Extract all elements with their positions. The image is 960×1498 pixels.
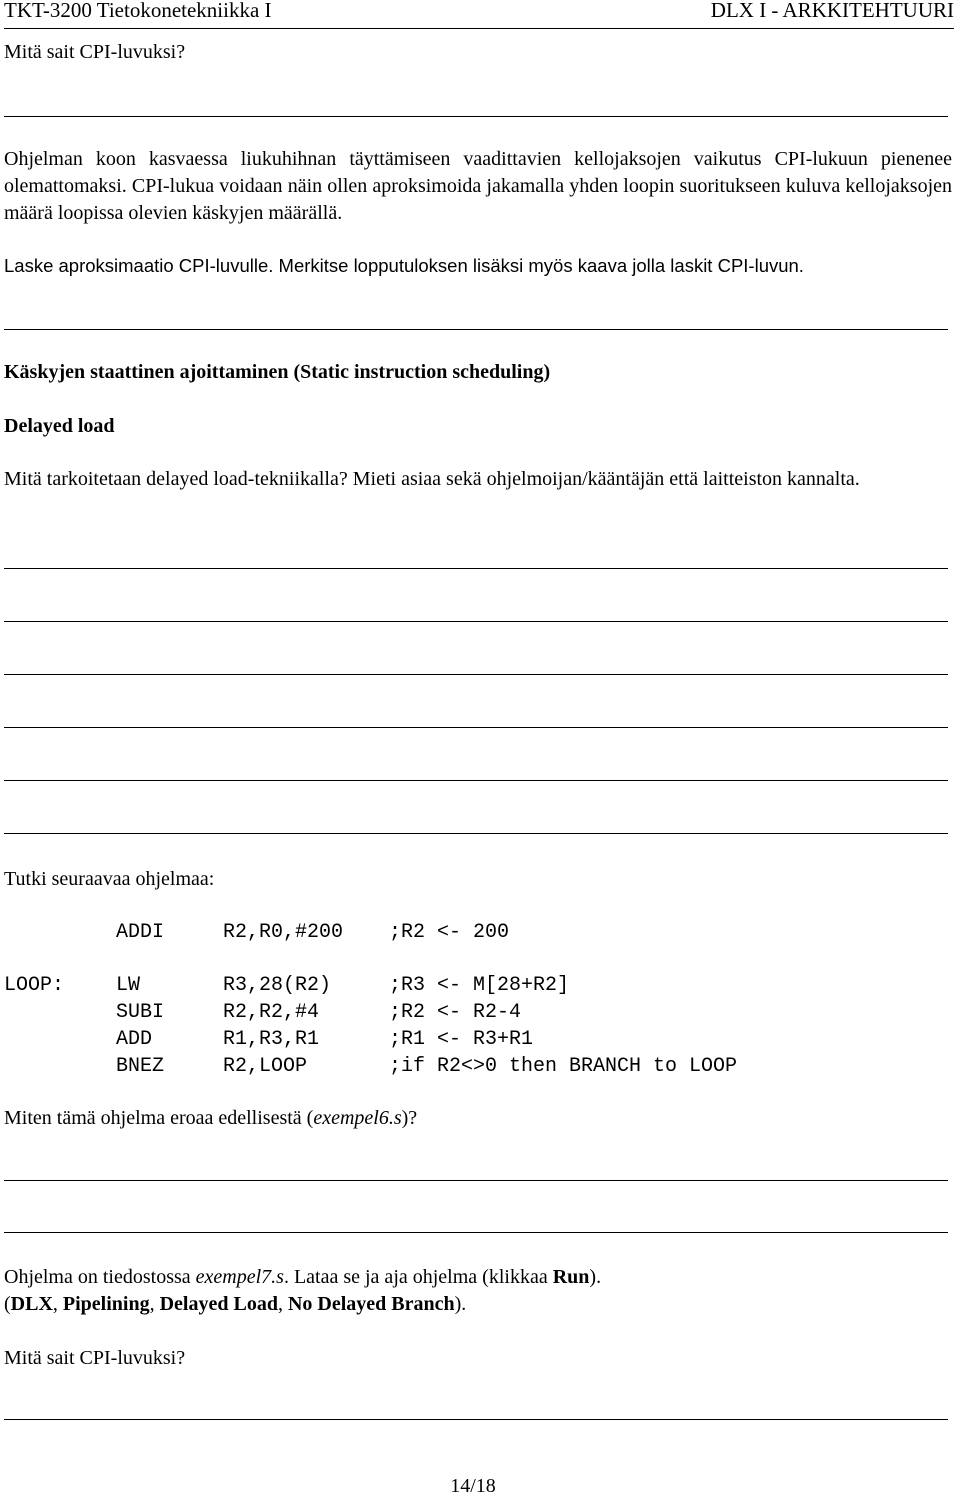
settings-line: (DLX, Pipelining, Delayed Load, No Delayed Branch). xyxy=(4,1293,467,1315)
question-cpi-1: Mitä sait CPI-luvuksi? xyxy=(4,41,186,63)
code-opcode: SUBI xyxy=(116,1001,165,1024)
answer-line xyxy=(4,329,948,330)
answer-line xyxy=(4,1180,948,1181)
header-chapter: DLX I - ARKKITEHTUURI xyxy=(710,0,954,22)
code-operands: R2,R2,#4 xyxy=(223,1001,320,1024)
delayed-load-question: Mitä tarkoitetaan delayed load-tekniikalla? Mieti asiaa sekä ohjelmoijan/kääntäjän että laitteiston kannalta. xyxy=(4,468,860,490)
section-title: Käskyjen staattinen ajoittaminen (Static instruction scheduling) xyxy=(4,361,551,383)
filename: exempel6.s xyxy=(313,1107,402,1129)
code-label: LOOP: xyxy=(4,974,65,997)
run-keyword: Run xyxy=(552,1266,590,1288)
answer-line xyxy=(4,833,948,834)
program-intro: Tutki seuraavaa ohjelmaa: xyxy=(4,868,215,890)
answer-line xyxy=(4,727,948,728)
answer-line xyxy=(4,1232,948,1233)
answer-line xyxy=(4,621,948,622)
answer-line xyxy=(4,780,948,781)
code-comment: ;R1 <- R3+R1 xyxy=(389,1028,534,1051)
page-number: 14/18 xyxy=(450,1475,496,1497)
code-operands: R1,R3,R1 xyxy=(223,1028,320,1051)
header-course: TKT-3200 Tietokonetekniikka I xyxy=(4,0,272,22)
code-opcode: LW xyxy=(116,974,141,997)
code-operands: R2,LOOP xyxy=(223,1055,308,1078)
question-cpi-2: Mitä sait CPI-luvuksi? xyxy=(4,1347,186,1369)
subsection-title: Delayed load xyxy=(4,415,115,437)
code-comment: ;R2 <- R2-4 xyxy=(389,1001,522,1024)
code-comment: ;R3 <- M[28+R2] xyxy=(389,974,570,997)
code-opcode: ADD xyxy=(116,1028,153,1051)
approx-paragraph: Ohjelman koon kasvaessa liukuhihnan täyttämiseen vaadittavien kellojaksojen vaikutus CPI-lukuun pienenee olemattomaksi. CPI-lukua voidaan näin ollen aproksimoida jakamalla yhden loopin suoritukseen kuluva kellojaksojen määrä loopissa olevien käskyjen määrällä. xyxy=(4,148,952,224)
code-comment: ;if R2<>0 then BRANCH to LOOP xyxy=(389,1055,738,1078)
answer-line xyxy=(4,674,948,675)
code-opcode: ADDI xyxy=(116,921,165,944)
answer-line xyxy=(4,1419,948,1420)
answer-line xyxy=(4,116,948,117)
file-instruction: Ohjelma on tiedostossa exempel7.s. Lataa se ja aja ohjelma (klikkaa Run). xyxy=(4,1266,602,1288)
code-operands: R3,28(R2) xyxy=(223,974,332,997)
code-opcode: BNEZ xyxy=(116,1055,165,1078)
code-operands: R2,R0,#200 xyxy=(223,921,344,944)
approx-task: Laske aproksimaatio CPI-luvulle. Merkitse lopputuloksen lisäksi myös kaava jolla laskit CPI-luvun. xyxy=(4,255,804,276)
diff-question: Miten tämä ohjelma eroaa edellisestä (exempel6.s)? xyxy=(4,1107,418,1129)
header-rule xyxy=(4,28,954,29)
code-comment: ;R2 <- 200 xyxy=(389,921,510,944)
answer-line xyxy=(4,568,948,569)
filename: exempel7.s xyxy=(195,1266,284,1288)
